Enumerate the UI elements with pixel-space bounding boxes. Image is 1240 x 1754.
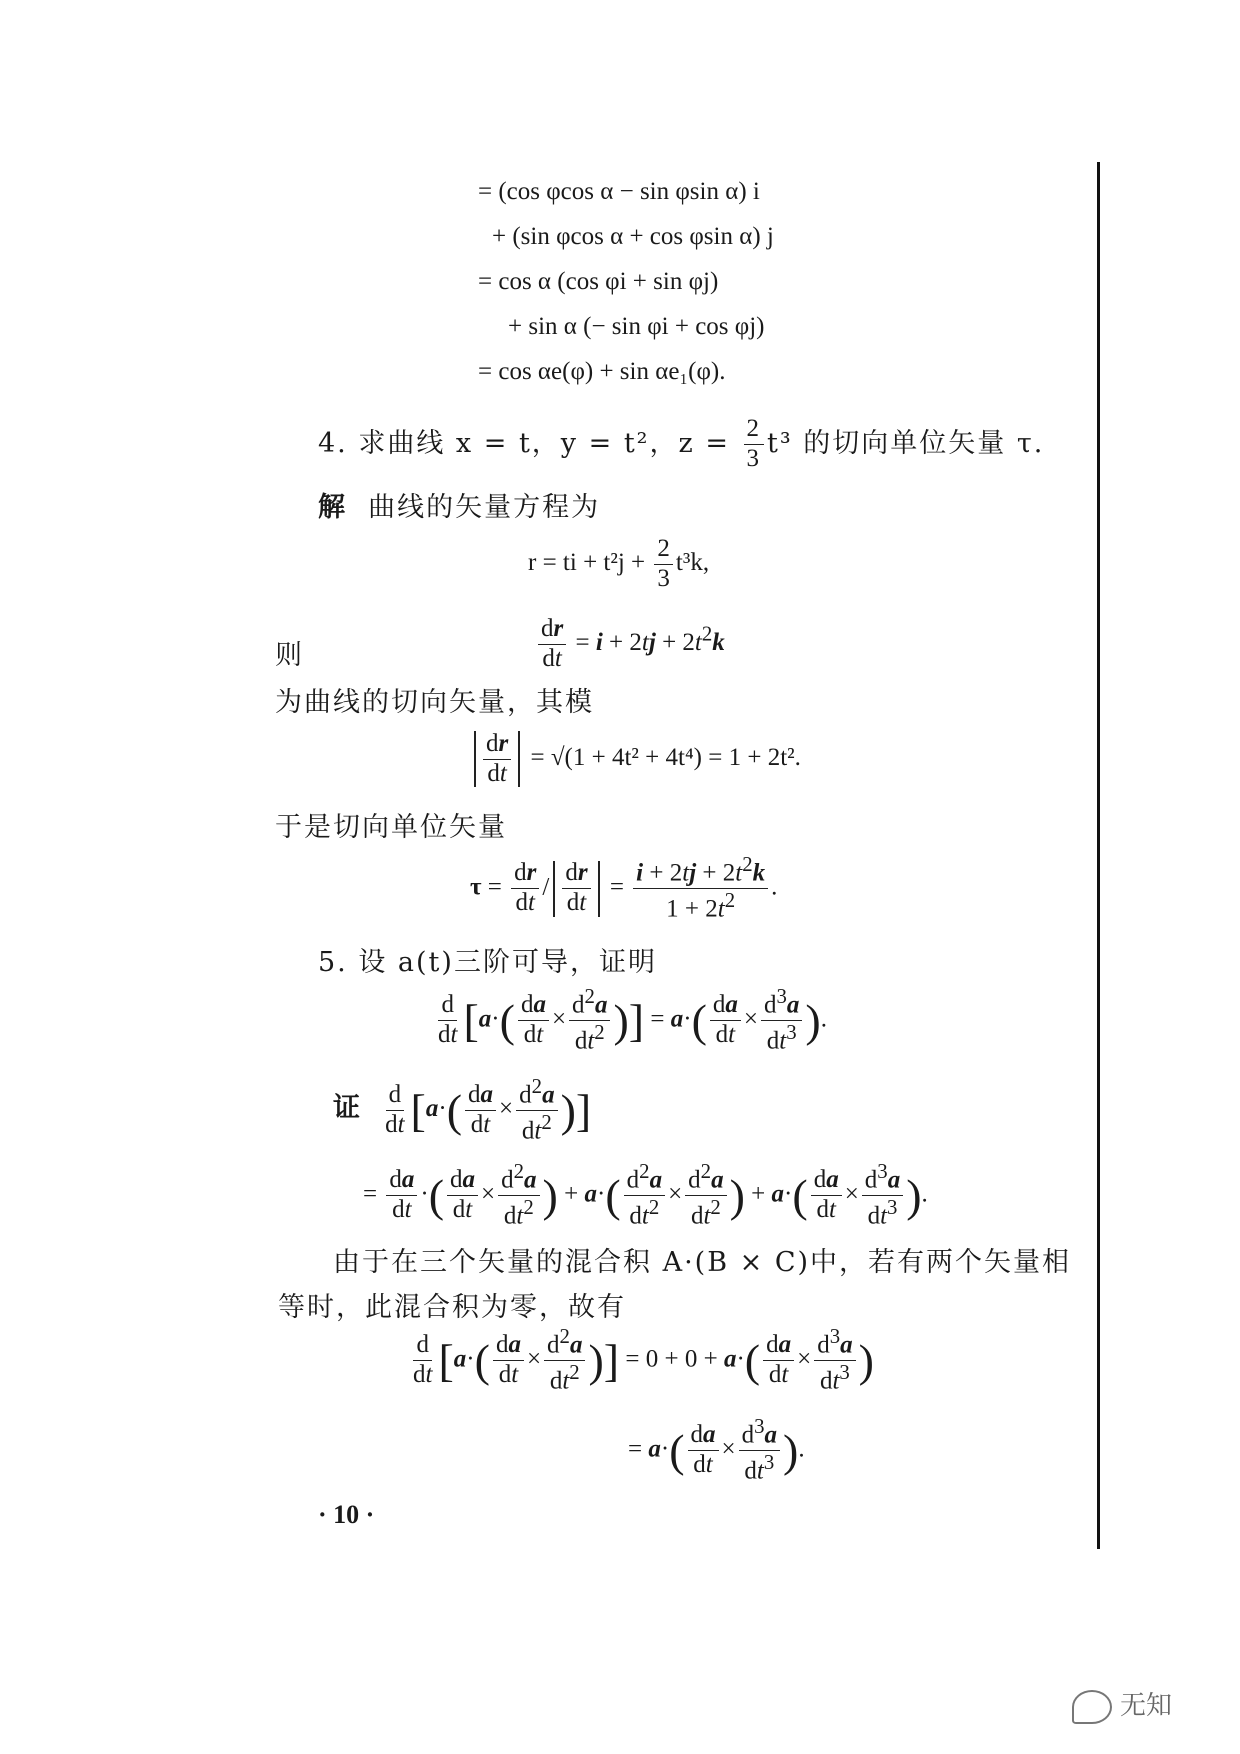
- page-number: · 10 ·: [318, 1500, 375, 1529]
- result-equation-1: $\frac{d}{dt}$ [a·( $\frac{da}{dt}$ × $\frac{d^2a}{dt^2}$ )] = 0 + 0 + a·( $\frac{da}{dt}$ × $\frac{d^3a}{dt^3}$ ): [413, 1324, 874, 1395]
- vector-equation: [528, 535, 709, 594]
- derivation-line-1: = (cos φcos α − sin φsin α) i: [478, 178, 760, 205]
- modulus-equation: $\frac{dr}{dt}$ = √(1 + 4t² + 4t⁴) = 1 + 2t².: [470, 730, 801, 789]
- derivation-line-3: = cos α (cos φi + sin φj): [478, 268, 719, 295]
- problem-4-tail: t³ 的切向单位矢量 τ.: [767, 427, 1045, 459]
- proof-label: 证: [333, 1092, 362, 1124]
- derivation-line-2: + (sin φcos α + cos φsin α) j: [492, 223, 774, 250]
- problem-4: [318, 415, 1044, 474]
- result-equation-2: = a·( $\frac{da}{dt}$ × $\frac{d^3a}{dt^3}$ ).: [628, 1414, 805, 1485]
- problem-4-text: 4. 求曲线 x = t，y = t²，z =: [318, 427, 741, 459]
- modulus-rhs: = √(1 + 4t² + 4t⁴) = 1 + 2t².: [530, 743, 801, 771]
- ze-label: 则: [275, 640, 304, 671]
- solution-line: [318, 485, 600, 524]
- unit-vector-equation: τ = $\frac{dr}{dt}$ / $\frac{dr}{dt}$ = $\frac{i + 2tj + 2t^2k}{1 + 2t^2}$ .: [470, 852, 778, 923]
- proof-start: 证 $\frac{d}{dt}$ [a·( $\frac{da}{dt}$ × $\frac{d^2a}{dt^2}$ )]: [333, 1074, 592, 1145]
- unit-vector-text: 于是切向单位矢量: [275, 812, 507, 843]
- fraction-2-3: $\frac{2}{3}$: [744, 415, 765, 474]
- chat-bubble-icon: [1072, 1690, 1112, 1724]
- right-margin-rule: [1097, 162, 1100, 1549]
- solution-text: 曲线的矢量方程为: [368, 492, 601, 523]
- mixed-product-text-1: 由于在三个矢量的混合积 A·(B × C)中，若有两个矢量相: [333, 1247, 1072, 1278]
- mixed-product-text-2: 等时，此混合积为零，故有: [278, 1292, 626, 1323]
- watermark: [1072, 1685, 1172, 1724]
- watermark-text: 无知: [1120, 1691, 1173, 1721]
- derivation-line-5: = cos αe(φ) + sin αe₁(φ).: [478, 358, 726, 385]
- derivation-line-4: + sin α (− sin φi + cos φj): [508, 313, 765, 340]
- proof-expansion: = $\frac{da}{dt}$ ·( $\frac{da}{dt}$ × $\frac{d^2a}{dt^2}$ ) + a·( $\frac{d^2a}{dt^2}$ × $\frac{d^2a}{dt^2}$ ) + a·( $\frac{da}{dt}$ × $\frac{d^3a}{dt^3}$ ).: [363, 1159, 928, 1230]
- tangent-text: 为曲线的切向矢量，其模: [275, 687, 594, 718]
- vector-equation-text: r = ti + t²j +: [528, 548, 652, 576]
- derivative-equation: $\frac{dr}{dt}$ = $i + 2tj + 2t^2k$: [535, 615, 725, 674]
- fraction-2-3: $\frac{2}{3}$: [654, 535, 673, 594]
- solution-label: 解: [318, 492, 347, 523]
- problem-5-equation: $\frac{d}{dt}$ [a·( $\frac{da}{dt}$ × $\frac{d^2a}{dt^2}$ )] = a·( $\frac{da}{dt}$ × $\frac{d^3a}{dt^3}$ ).: [438, 984, 827, 1055]
- vector-equation-tail: t³k,: [675, 548, 710, 576]
- problem-5: 5. 设 a(t)三阶可导，证明: [318, 947, 657, 978]
